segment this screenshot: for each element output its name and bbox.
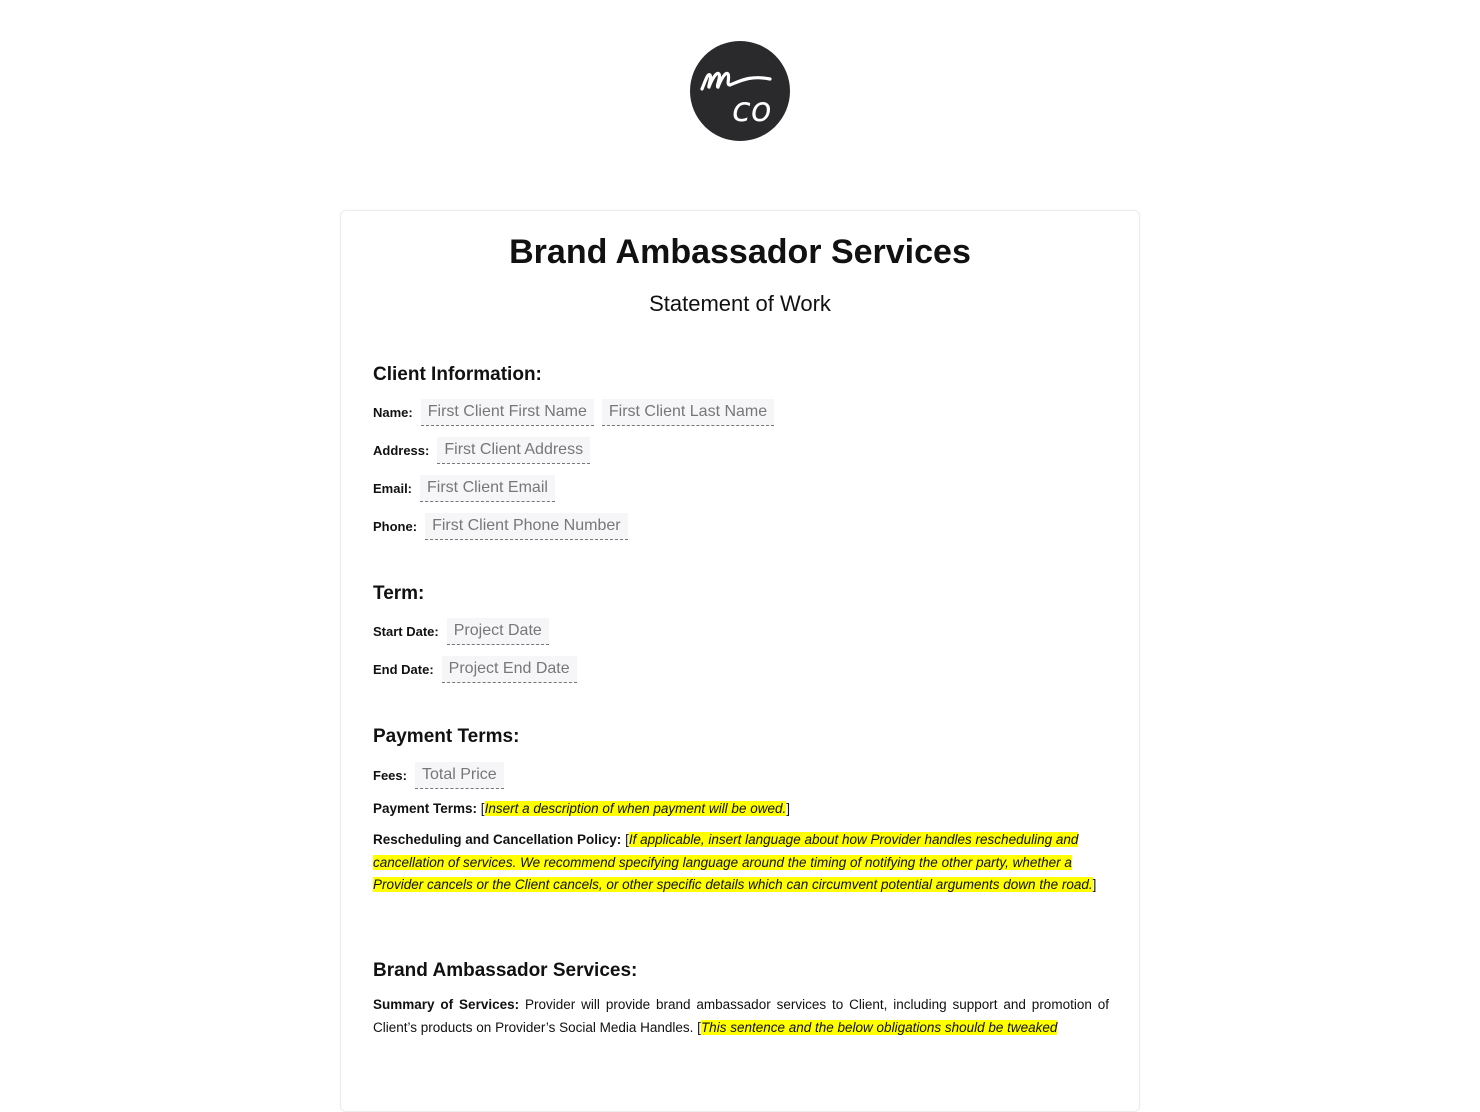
company-logo [690,41,790,141]
policy-placeholder: If applicable, insert language about how Provider handles rescheduling and cancellation of services. We recommend specifying language around the timing of notifying the other party, whether a Provider cancels or the Client cancels, or other specific details which can circumvent potential arguments down the road. [373,832,1093,892]
end-date-row [373,656,585,683]
payment-terms-paragraph: Payment Terms: [Insert a description of when payment will be owed.] [373,801,790,816]
services-heading: Brand Ambassador Services: [373,960,638,981]
summary-label: Summary of Services: [373,997,520,1012]
document-title: Brand Ambassador Services [509,233,971,271]
fees-row [373,762,512,789]
client-info-heading: Client Information: [373,364,542,385]
term-heading: Term: [373,583,425,604]
document-card [340,210,1140,1112]
logo-mark-icon [690,41,790,141]
svg-text:co: co [732,90,772,130]
fees-label: Fees: [373,768,407,783]
document-subtitle: Statement of Work [649,291,831,316]
email-label: Email: [373,481,413,496]
policy-paragraph: Rescheduling and Cancellation Policy: [If applicable, insert language about how Provider handles rescheduling and cancellation of services. We recommend specifying language around the timing of notifying the other party, whether a Provider cancels or the Client cancels, or other specific details which can circumvent potential arguments down the road.] [373,832,1097,892]
summary-paragraph: Summary of Services: Provider will provide brand ambassador services to Client, including support and promotion of Client’s products on Provider’s Social Media Handles. [This sentence and the below obligations should be tweaked [373,997,1109,1035]
end-date-label: End Date: [373,662,434,677]
email-field[interactable]: First Client Email [420,475,555,502]
policy-label: Rescheduling and Cancellation Policy: [373,832,622,847]
start-date-label: Start Date: [373,624,439,639]
phone-label: Phone: [373,519,418,534]
end-date-field[interactable]: Project End Date [442,656,577,683]
start-date-row [373,618,557,645]
first-name-field[interactable]: First Client First Name [421,399,594,426]
start-date-field[interactable]: Project Date [447,618,549,645]
phone-field[interactable]: First Client Phone Number [425,513,628,540]
summary-text: Provider will provide brand ambassador services to Client, including support and promotion of Client’s products on Provider’s Social Media Handles. [373,997,1109,1035]
payment-terms-placeholder: Insert a description of when payment will be owed. [484,801,787,816]
phone-row [373,513,636,540]
payment-heading: Payment Terms: [373,726,520,747]
name-label: Name: [373,405,413,420]
address-label: Address: [373,443,430,458]
last-name-field[interactable]: First Client Last Name [602,399,774,426]
payment-terms-label: Payment Terms: [373,801,478,816]
fees-field[interactable]: Total Price [415,762,504,789]
summary-note: This sentence and the below obligations should be tweaked [700,1019,1058,1035]
address-field[interactable]: First Client Address [437,437,590,464]
name-row [373,399,782,426]
address-row [373,437,598,464]
email-row [373,475,563,502]
